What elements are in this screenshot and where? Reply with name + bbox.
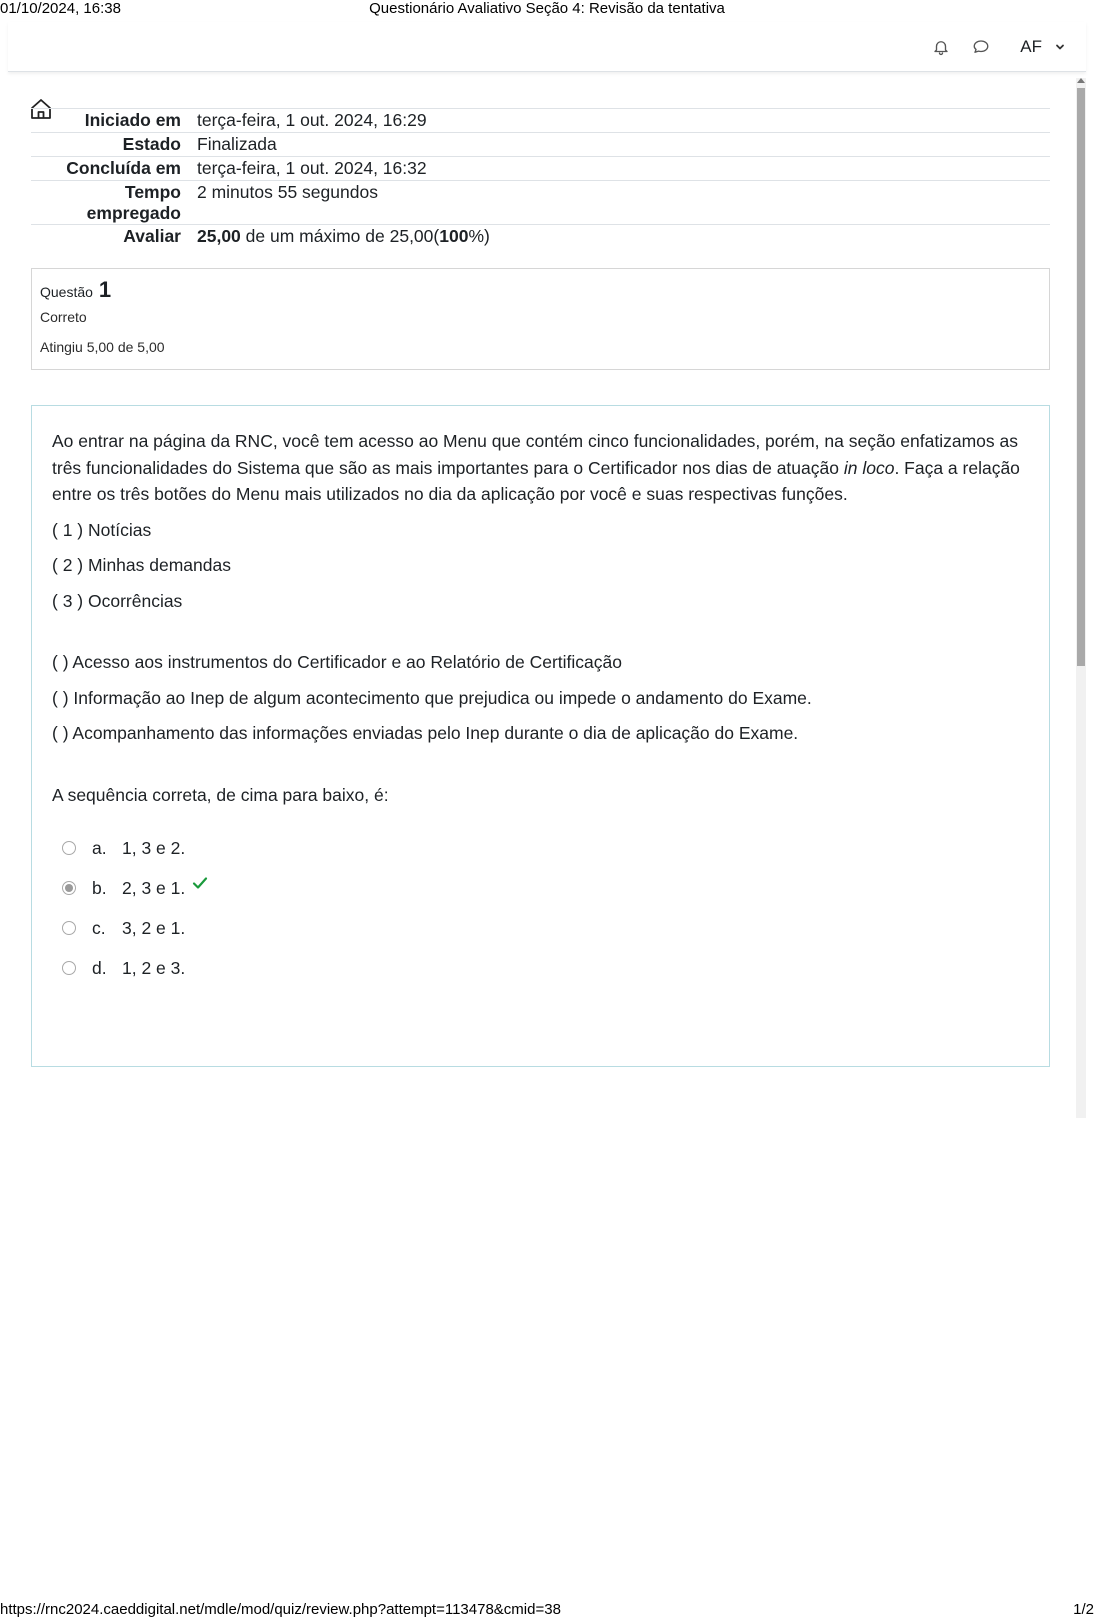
summary-row-grade	[31, 225, 1050, 249]
radio-c[interactable]	[62, 921, 76, 935]
state-label: Estado	[122, 134, 181, 154]
menu-item-3: ( 3 ) Ocorrências	[52, 590, 183, 611]
scroll-up-arrow[interactable]	[1077, 78, 1085, 83]
answer-letter: a.	[92, 837, 107, 858]
time-value: 2 minutos 55 segundos	[197, 182, 378, 202]
started-label: Iniciado em	[84, 110, 181, 130]
completed-value: terça-feira, 1 out. 2024, 16:32	[197, 158, 427, 178]
question-label: Questão	[40, 284, 93, 300]
question-number	[40, 277, 1041, 303]
summary-row-time	[31, 181, 1050, 225]
grade-mid-text: de um máximo de 25,00(	[240, 226, 440, 246]
scrollbar[interactable]	[1076, 78, 1086, 1118]
answer-letter: d.	[92, 957, 107, 978]
question-formulation	[31, 405, 1050, 1067]
answer-option-c[interactable]	[52, 908, 1029, 948]
bell-icon[interactable]	[930, 36, 952, 58]
started-value: terça-feira, 1 out. 2024, 16:29	[197, 110, 427, 130]
grade-percent: 100	[439, 226, 469, 246]
function-item-1: ( ) Acesso aos instrumentos do Certificador e ao Relatório de Certificação	[52, 652, 622, 672]
print-footer	[0, 1601, 1094, 1619]
answer-text: 2, 3 e 1.	[122, 877, 186, 898]
question-prompt: A sequência correta, de cima para baixo, é:	[52, 784, 389, 805]
print-url: https://rnc2024.caeddigital.net/mdle/mod/quiz/review.php?attempt=113478&cmid=38	[0, 1601, 561, 1618]
answer-text: 3, 2 e 1.	[122, 917, 186, 938]
state-value: Finalizada	[197, 134, 277, 154]
menu-item-1: ( 1 ) Notícias	[52, 519, 152, 540]
correct-check-icon	[191, 874, 209, 892]
chevron-down-icon	[1054, 41, 1066, 53]
scrollbar-thumb[interactable]	[1077, 88, 1085, 666]
function-item-3: ( ) Acompanhamento das informações enviadas pelo Inep durante o dia de aplicação do Exame.	[52, 723, 799, 743]
spacer	[52, 623, 1029, 649]
summary-row-state	[31, 133, 1050, 157]
answer-text: 1, 2 e 3.	[122, 957, 186, 978]
answer-option-d[interactable]	[52, 948, 1029, 988]
grade-value	[197, 225, 1050, 249]
question-number-value: 1	[98, 277, 112, 302]
print-header	[0, 0, 1094, 18]
statement-italic: in loco	[843, 457, 895, 478]
print-page-title: Questionário Avaliativo Seção 4: Revisão da tentativa	[369, 0, 725, 17]
menu-item-2: ( 2 ) Minhas demandas	[52, 555, 231, 575]
answer-text: 1, 3 e 2.	[122, 837, 186, 858]
answer-option-b[interactable]	[52, 868, 1029, 908]
user-menu[interactable]	[1020, 37, 1066, 57]
function-item-2: ( ) Informação ao Inep de algum acontecimento que prejudica ou impede o andamento do Exame.	[52, 687, 812, 708]
statement-part2: . Faça a relação entre os três botões do Menu mais utilizados no dia da aplicação por você e suas respectivas funções.	[52, 457, 1020, 504]
question-info-box	[31, 268, 1050, 370]
grade-end-text: %)	[468, 226, 490, 246]
summary-row-started	[31, 109, 1050, 133]
radio-a[interactable]	[62, 841, 76, 855]
chat-icon[interactable]	[970, 36, 992, 58]
time-label-line1: Tempo	[124, 182, 181, 202]
question-grade: Atingiu 5,00 de 5,00	[40, 339, 165, 355]
answer-option-a[interactable]	[52, 828, 1029, 868]
question-state: Correto	[40, 309, 87, 325]
completed-label: Concluída em	[66, 158, 181, 178]
radio-d[interactable]	[62, 961, 76, 975]
answer-letter: c.	[92, 917, 106, 938]
time-label	[31, 181, 197, 225]
print-page-number: 1/2	[1073, 1601, 1094, 1618]
grade-score: 25,00	[197, 226, 241, 246]
answer-options	[52, 828, 1029, 988]
radio-b[interactable]	[62, 881, 76, 895]
navbar-icons	[912, 34, 1066, 60]
answer-letter: b.	[92, 877, 107, 898]
spacer	[52, 756, 1029, 782]
user-initials: AF	[1020, 37, 1042, 56]
top-navbar	[8, 22, 1086, 72]
print-datetime: 01/10/2024, 16:38	[0, 0, 121, 17]
question-text	[52, 428, 1029, 808]
time-label-line2: empregado	[86, 203, 181, 223]
question-statement	[52, 428, 1029, 508]
statement-part1: Ao entrar na página da RNC, você tem acesso ao Menu que contém cinco funcionalidades, porém, na seção enfatizamos as três funcionalidades do Sistema que são as mais importantes para o Certificador nos dias de atuação	[52, 431, 1018, 478]
summary-row-completed	[31, 157, 1050, 181]
attempt-summary-table	[31, 108, 1050, 249]
grade-label: Avaliar	[123, 226, 181, 246]
